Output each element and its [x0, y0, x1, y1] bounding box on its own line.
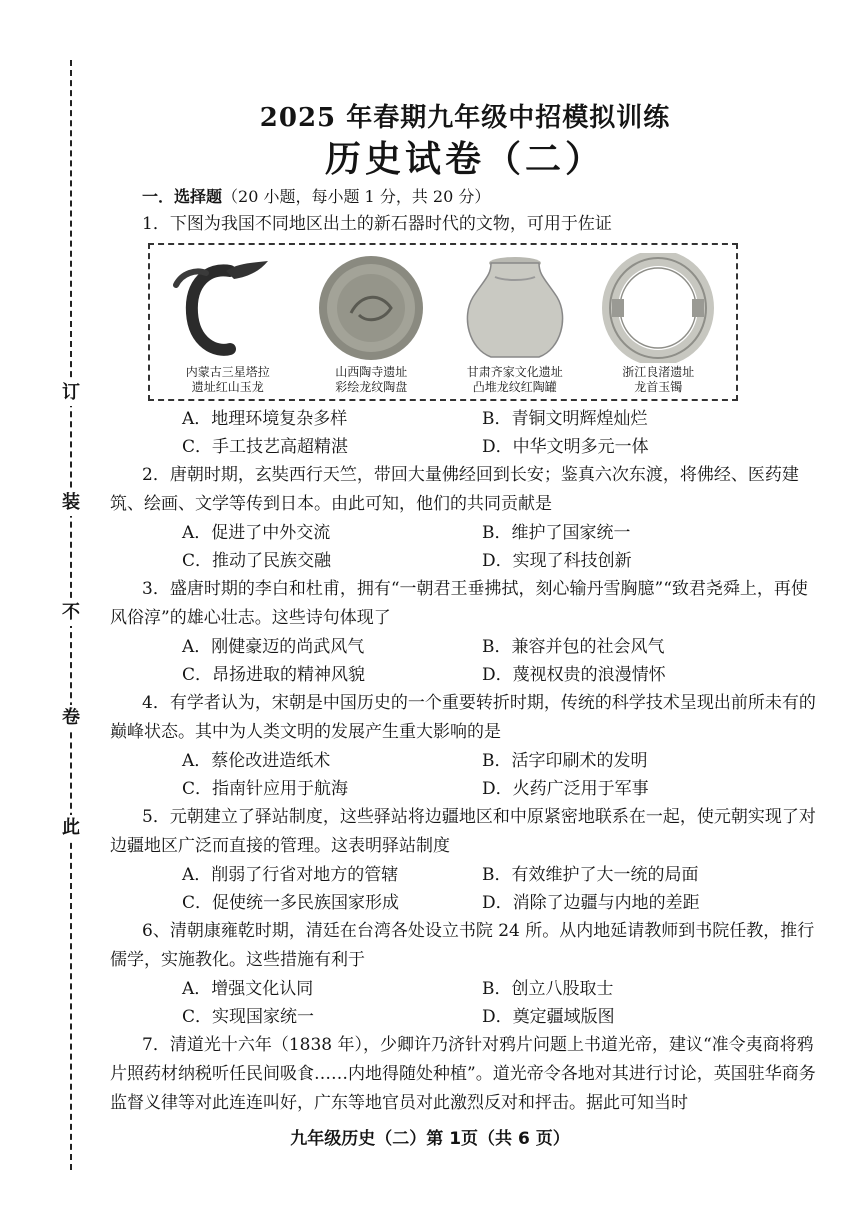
- option-a[interactable]: A．促进了中外交流: [182, 523, 331, 543]
- caption-line: 遗址红山玉龙: [191, 380, 264, 394]
- option-c[interactable]: C．推动了民族交融: [182, 551, 332, 571]
- exam-title: 历史试卷（二）: [324, 138, 605, 180]
- caption-line: 彩绘龙纹陶盘: [335, 380, 408, 394]
- caption-line: 甘肃齐家文化遗址: [466, 365, 563, 379]
- binding-char: 订: [59, 380, 83, 406]
- question-5-stem: 5．元朝建立了驿站制度，这些驿站将边疆地区和中原紧密地联系在一起，使元朝实现了对边疆地区广泛而直接的管理。这表明驿站制度: [110, 807, 816, 856]
- caption-line: 浙江良渚遗址: [622, 365, 695, 379]
- question-4-options: [182, 747, 820, 803]
- binding-char: 装: [59, 490, 83, 516]
- option-d[interactable]: D．中华文明多元一体: [482, 437, 649, 457]
- question-2-options: [182, 519, 820, 575]
- exam-subtitle: 2025 年春期九年级中招模拟训练: [259, 103, 671, 133]
- artifact-figure: [148, 243, 738, 401]
- page-footer: 九年级历史（二）第 1页（共 6 页）: [290, 1129, 570, 1149]
- binding-char: 卷: [59, 705, 83, 731]
- option-b[interactable]: B．有效维护了大一统的局面: [482, 865, 699, 885]
- question-6-stem: 6、清朝康雍乾时期，清廷在台湾各处设立书院 24 所。从内地延请教师到书院任教，推行儒学，实施教化。这些措施有利于: [110, 921, 815, 970]
- option-d[interactable]: D．奠定疆域版图: [482, 1007, 615, 1027]
- artifact-3: [445, 253, 585, 395]
- artifact-caption: [186, 365, 270, 395]
- section-label: 一．选择题: [142, 187, 223, 206]
- question-7-stem: 7．清道光十六年（1838 年），少卿许乃济针对鸦片问题上书道光帝，建议“准令夷商将鸦片照药材纳税听任民间吸食……内地得随处种植”。道光帝令各地对其进行讨论，英国驻华商务监督义律等对此连连叫好，广东等地官员对此激烈反对和抨击。据此可知当时: [110, 1035, 816, 1113]
- caption-line: 龙首玉镯: [634, 380, 683, 394]
- artifact-caption: [335, 365, 407, 395]
- option-b[interactable]: B．维护了国家统一: [482, 523, 631, 543]
- option-b[interactable]: B．兼容并包的社会风气: [482, 637, 665, 657]
- option-a[interactable]: A．削弱了行省对地方的管辖: [182, 865, 399, 885]
- option-b[interactable]: B．创立八股取士: [482, 979, 614, 999]
- jade-bracelet-icon: [598, 253, 718, 363]
- option-c[interactable]: C．手工技艺高超精湛: [182, 437, 349, 457]
- binding-char: 不: [59, 600, 83, 626]
- option-b[interactable]: B．活字印刷术的发明: [482, 751, 648, 771]
- option-a[interactable]: A．地理环境复杂多样: [182, 409, 348, 429]
- artifact-4: [588, 253, 728, 395]
- question-2-stem: 2．唐朝时期，玄奘西行天竺，带回大量佛经回到长安；鉴真六次东渡，将佛经、医药建筑、绘画、文学等传到日本。由此可知，他们的共同贡献是: [110, 465, 799, 514]
- question-1-stem: 1．下图为我国不同地区出土的新石器时代的文物，可用于佐证: [142, 214, 612, 234]
- option-b[interactable]: B．青铜文明辉煌灿烂: [482, 409, 648, 429]
- caption-line: 山西陶寺遗址: [335, 365, 408, 379]
- option-d[interactable]: D．实现了科技创新: [482, 551, 632, 571]
- option-d[interactable]: D．消除了边疆与内地的差距: [482, 893, 700, 913]
- question-3-options: [182, 633, 820, 689]
- question-1-options: [182, 405, 820, 461]
- dragon-plate-icon: [311, 253, 431, 363]
- jade-dragon-icon: [168, 253, 288, 363]
- question-5-options: [182, 861, 820, 917]
- option-c[interactable]: C．促使统一多民族国家形成: [182, 893, 400, 913]
- section-note: （20 小题，每小题 1 分，共 20 分）: [222, 187, 491, 206]
- option-c[interactable]: C．昂扬进取的精神风貌: [182, 665, 366, 685]
- caption-line: 内蒙古三星塔拉: [185, 365, 270, 379]
- binding-margin: [56, 60, 86, 1170]
- option-c[interactable]: C．实现国家统一: [182, 1007, 315, 1027]
- option-a[interactable]: A．增强文化认同: [182, 979, 314, 999]
- artifact-1: [158, 253, 298, 395]
- option-a[interactable]: A．蔡伦改进造纸术: [182, 751, 331, 771]
- exam-page: [110, 100, 820, 1118]
- artifact-caption: [467, 365, 563, 395]
- artifact-2: [301, 253, 441, 395]
- option-c[interactable]: C．指南针应用于航海: [182, 779, 349, 799]
- binding-char: 此: [59, 815, 83, 841]
- pottery-jar-icon: [455, 253, 575, 363]
- option-d[interactable]: D．火药广泛用于军事: [482, 779, 649, 799]
- section-heading: [142, 184, 820, 210]
- question-4-stem: 4．有学者认为，宋朝是中国历史的一个重要转折时期，传统的科学技术呈现出前所未有的巅峰状态。其中为人类文明的发展产生重大影响的是: [110, 693, 816, 742]
- option-d[interactable]: D．蔑视权贵的浪漫情怀: [482, 665, 666, 685]
- caption-line: 凸堆龙纹红陶罐: [472, 380, 557, 394]
- question-3-stem: 3．盛唐时期的李白和杜甫，拥有“一朝君王垂拂拭，刻心输丹雪胸臆”“致君尧舜上，再使风俗淳”的雄心壮志。这些诗句体现了: [110, 579, 808, 628]
- artifact-caption: [622, 365, 694, 395]
- option-a[interactable]: A．刚健豪迈的尚武风气: [182, 637, 365, 657]
- question-6-options: [182, 975, 820, 1031]
